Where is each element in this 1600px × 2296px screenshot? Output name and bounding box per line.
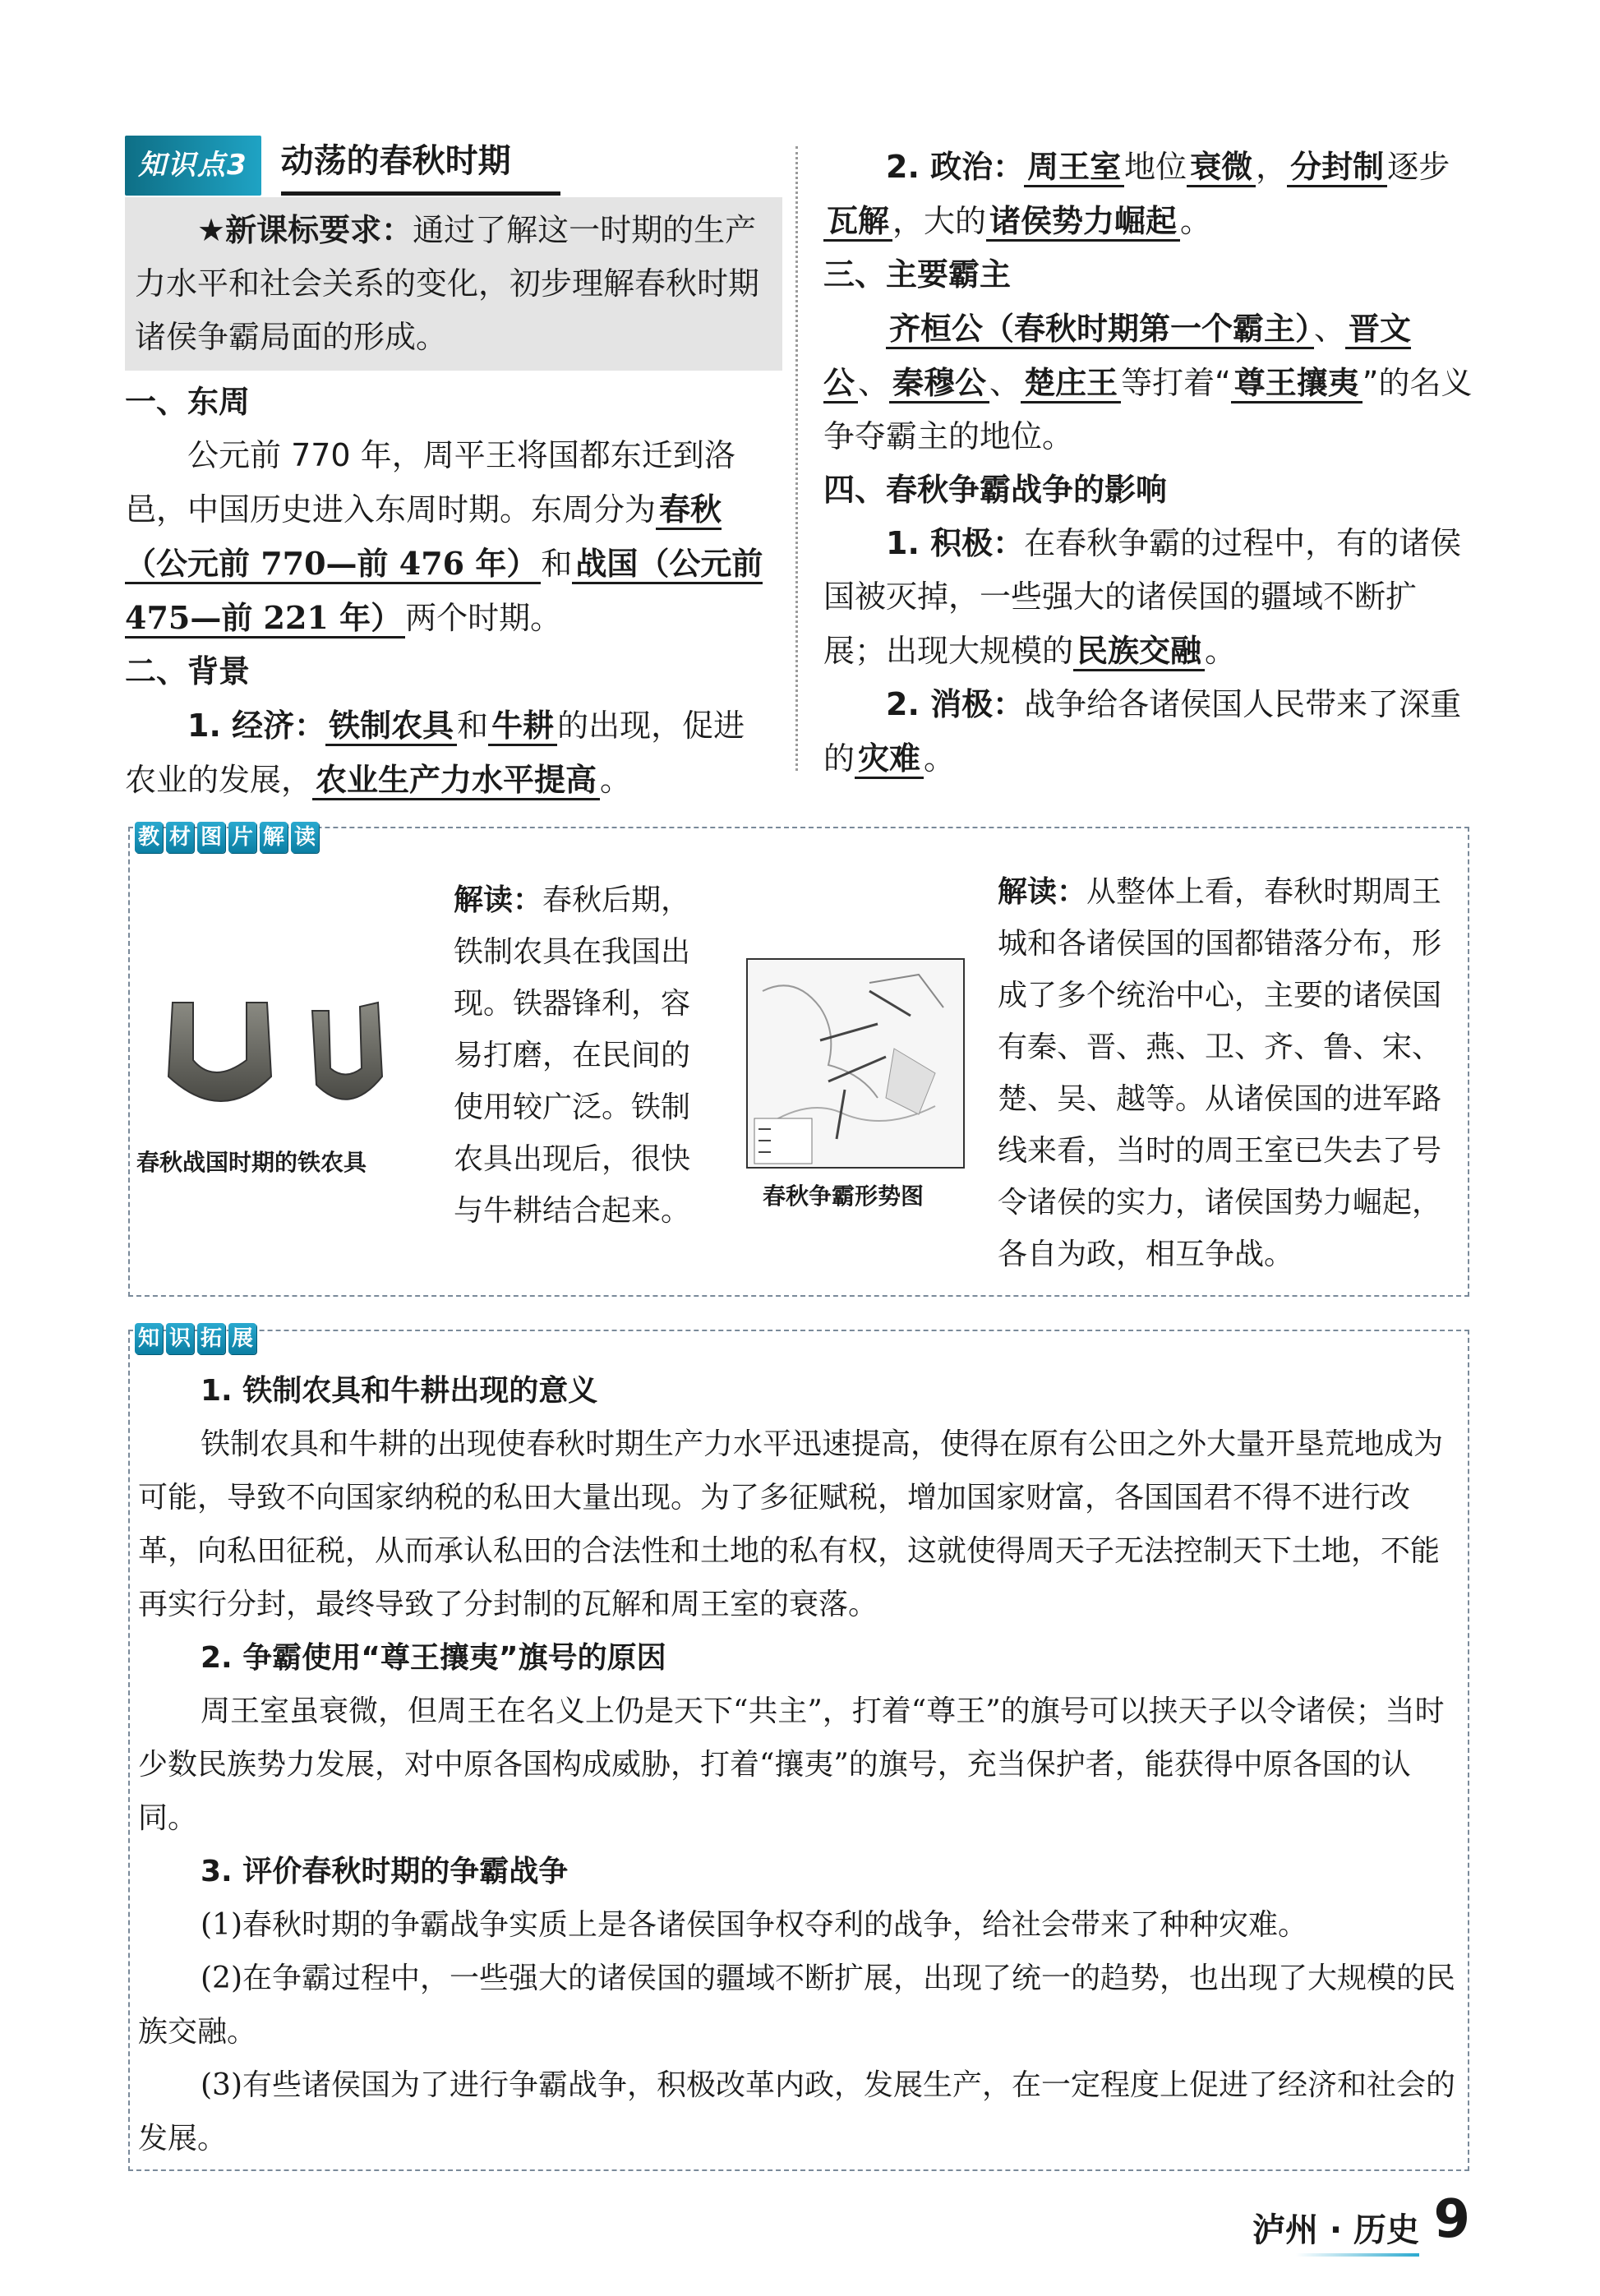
paragraph-politics: 2. 政治： 周王室 地位 衰微 ， 分封制 逐步瓦解 ，大的 诸侯势力崛起 。 (823, 140, 1477, 248)
underline-qin-mugong: 秦穆公 (889, 364, 989, 403)
extension-content (138, 1364, 1463, 2165)
underline-chunqiu: 春秋（公元前 770—前 476 年） (125, 491, 722, 584)
underline-productivity: 农业生产力水平提高 (312, 761, 600, 800)
knowledge-point-header (125, 140, 774, 191)
iron-tools-caption: 春秋战国时期的铁农具 (136, 1149, 367, 1176)
knowledge-point-title: 动荡的春秋时期 (281, 135, 560, 196)
footer-accent-line (1296, 2253, 1419, 2257)
ext-title-1: 1. 铁制农具和牛耕出现的意义 (201, 1374, 598, 1408)
requirement-label: ★新课标要求： (197, 212, 413, 248)
hegemony-map-caption: 春秋争霸形势图 (763, 1183, 924, 1210)
section-title-hegemons: 三、主要霸主 (823, 256, 1012, 293)
figure-badge: 教 材 图 片 解 读 (135, 822, 319, 853)
section-title-impact: 四、春秋争霸战争的影响 (823, 472, 1168, 508)
paragraph-hegemons: 齐桓公（春秋时期第一个霸主） 、 晋文公 、 秦穆公 、 楚庄王 等打着“ 尊王攘夷 ”的名义争夺霸主的地位。 (823, 310, 1473, 454)
underline-iron-tools: 铁制农具 (325, 707, 457, 746)
underline-decline: 衰微 (1187, 148, 1256, 187)
ext-paragraph-3a: (1)春秋时期的争霸战争实质上是各诸侯国争权夺利的战争，给社会带来了种种灾难。 (201, 1908, 1307, 1942)
underline-zhou-royal: 周王室 (1024, 148, 1124, 187)
ext-paragraph-3b: (2)在争霸过程中，一些强大的诸侯国的疆域不断扩展，出现了统一的趋势，也出现了大规模的民族交融。 (138, 1962, 1455, 2049)
left-column (125, 140, 774, 807)
paragraph-economy: 1. 经济： 铁制农具 和 牛耕 的出现，促进农业的发展， 农业生产力水平提高 。 (125, 698, 774, 807)
requirement-text: 通过了解这一时期的生产力水平和社会关系的变化，初步理解春秋时期诸侯争霸局面的形成。 (135, 212, 760, 355)
paragraph-positive: 1. 积极：在春秋争霸的过程中，有的诸侯国被灭掉，一些强大的诸侯国的疆域不断扩展；出现大规模的 民族交融 。 (823, 517, 1477, 678)
column-divider (795, 146, 798, 771)
right-column (823, 140, 1477, 786)
ext-paragraph-3c: (3)有些诸侯国为了进行争霸战争，积极改革内政，发展生产，在一定程度上促进了经济和社会的发展。 (138, 2068, 1455, 2155)
page-number: 9 (1433, 2189, 1470, 2250)
paragraph-negative: 2. 消极：战争给各诸侯国人民带来了深重的 灾难 。 (823, 678, 1477, 786)
underline-chu-zhuangwang: 楚庄王 (1021, 364, 1121, 403)
underline-zunwang-rangyi: 尊王攘夷 (1231, 364, 1363, 403)
paragraph-east-zhou: 公元前 770 年，周平王将国都东迁到洛邑，中国历史进入东周时期。东周分为 春秋（公元前 770—前 476 年） 和 战国（公元前 475—前 221 年） 两个时期。 (125, 429, 774, 645)
section-title-background: 二、背景 (125, 653, 251, 689)
underline-enfeoffment: 分封制 (1287, 148, 1387, 187)
underline-collapse: 瓦解 (823, 202, 892, 242)
extension-badge: 知 识 拓 展 (135, 1323, 256, 1354)
underline-zhanguo: 战国（公元前 475—前 221 年） (125, 545, 763, 639)
iron-tools-image (156, 994, 411, 1122)
underline-ethnic-fusion: 民族交融 (1073, 632, 1205, 671)
hegemony-map-image (746, 958, 965, 1169)
iron-tools-interpretation: 解读：春秋后期，铁制农具在我国出现。铁器锋利，容易打磨，在民间的使用较广泛。铁制农具出现后，很快与牛耕结合起来。 (454, 883, 691, 1228)
underline-jin-wengong: 晋文公 (823, 310, 1411, 403)
hegemony-map-interpretation: 解读：从整体上看，春秋时期周王城和各诸侯国的国都错落分布，形成了多个统治中心，主要的诸侯国有秦、晋、燕、卫、齐、鲁、宋、楚、吴、越等。从诸侯国的进军路线来看，当时的周王室已失去了号令诸侯的实力，诸侯国势力崛起，各自为政，相互争战。 (998, 875, 1442, 1271)
curriculum-requirement (125, 197, 782, 371)
section-title-east-zhou: 一、东周 (125, 384, 251, 420)
ext-paragraph-2: 周王室虽衰微，但周王在名义上仍是天下“共主”，打着“尊王”的旗号可以挟天子以令诸侯；当时少数民族势力发展，对中原各国构成威胁，打着“攘夷”的旗号，充当保护者，能获得中原各国的认同。 (138, 1694, 1445, 1835)
ext-title-3: 3. 评价春秋时期的争霸战争 (201, 1855, 569, 1888)
underline-qi-huangong: 齐桓公（春秋时期第一个霸主） (886, 310, 1314, 349)
ext-paragraph-1: 铁制农具和牛耕的出现使春秋时期生产力水平迅速提高，使得在原有公田之外大量开垦荒地成为可能，导致不向国家纳税的私田大量出现。为了多征赋税，增加国家财富，各国国君不得不进行改革，向私田征税，从而承认私田的合法性和土地的私有权，这就使得周天子无法控制天下土地，不能再实行分封，最终导致了分封制的瓦解和周王室的衰落。 (138, 1427, 1444, 1621)
underline-vassal-rise: 诸侯势力崛起 (986, 202, 1180, 242)
knowledge-point-tag: 知识点3 (125, 136, 261, 196)
underline-ox-plough: 牛耕 (488, 707, 557, 746)
underline-disaster: 灾难 (855, 740, 924, 779)
ext-title-2: 2. 争霸使用“尊王攘夷”旗号的原因 (201, 1641, 666, 1675)
footer-location: 泸州 · 历史 (1252, 2211, 1419, 2249)
